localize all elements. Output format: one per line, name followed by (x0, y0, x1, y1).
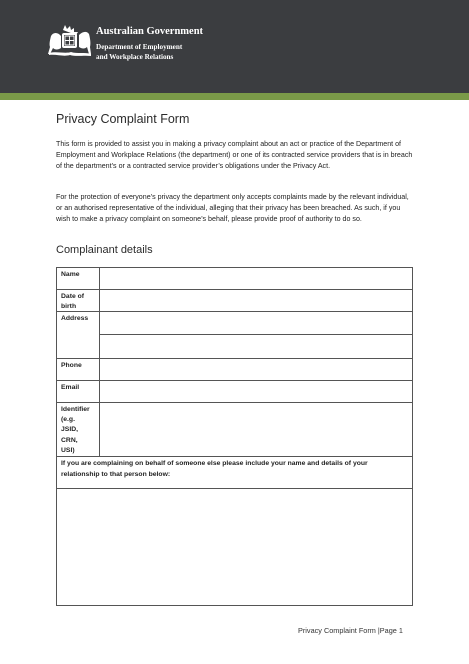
authority-paragraph: For the protection of everyone’s privacy the department only accepts complaints made by the relevant individual, or an authorised representative of the individual, alleging that their privacy has been breached. As such, if you wish to make a privacy complaint on someone’s behalf, please provide proof of authority to do so. (56, 193, 409, 223)
identifier-label-line2: (e.g. (61, 416, 75, 424)
email-label-text: Email (61, 384, 80, 391)
email-field[interactable] (100, 381, 412, 402)
complainant-details-form (56, 267, 413, 606)
page-header (0, 0, 469, 93)
identifier-label-line5: USI) (61, 446, 75, 454)
address-row (57, 312, 412, 359)
name-label (57, 268, 100, 289)
identifier-field[interactable] (100, 403, 412, 456)
email-label (57, 381, 100, 402)
address-label-text: Address (61, 315, 89, 322)
intro-paragraph: This form is provided to assist you in making a privacy complaint about an act or practice of the Department of Employment and Workplace Relations (the department) or one of its contracted service providers that is in breach of the department’s or a contracted service provider’s obligations under the Privacy Act. (56, 140, 413, 170)
identifier-label-line3: JSID, (61, 426, 78, 434)
name-row (57, 268, 412, 290)
behalf-instructions: If you are complaining on behalf of someone else please include your name and details of your relationship to that person below: (61, 460, 368, 478)
page-footer: Privacy Complaint Form |Page 1 (298, 626, 403, 635)
identifier-label-line4: CRN, (61, 436, 78, 444)
email-row (57, 381, 412, 403)
identifier-label (57, 403, 100, 456)
phone-field[interactable] (100, 359, 412, 380)
address-field-line2[interactable] (100, 335, 412, 358)
name-label-text: Name (61, 271, 80, 278)
dob-label (57, 290, 100, 311)
coat-of-arms-icon (47, 24, 93, 58)
government-name: Australian Government (96, 26, 204, 37)
department-name-line1: Department of Employment (96, 43, 183, 51)
date-of-birth-field[interactable] (100, 290, 412, 311)
identifier-row (57, 403, 412, 457)
behalf-details-textarea[interactable] (57, 489, 412, 605)
dob-row (57, 290, 412, 312)
dob-label-line1: Date of (61, 293, 85, 300)
phone-row (57, 359, 412, 381)
header-accent-stripe (0, 93, 469, 100)
dob-label-line2: birth (61, 303, 77, 311)
section-title: Complainant details (56, 244, 153, 256)
page-title: Privacy Complaint Form (56, 112, 190, 126)
name-field[interactable] (100, 268, 412, 289)
phone-label-text: Phone (61, 362, 82, 369)
department-name-line2: and Workplace Relations (96, 52, 174, 61)
address-field-line1[interactable] (100, 312, 412, 333)
department-name (96, 43, 206, 62)
identifier-label-line1: Identifier (61, 406, 90, 413)
address-label (57, 312, 100, 358)
phone-label (57, 359, 100, 380)
